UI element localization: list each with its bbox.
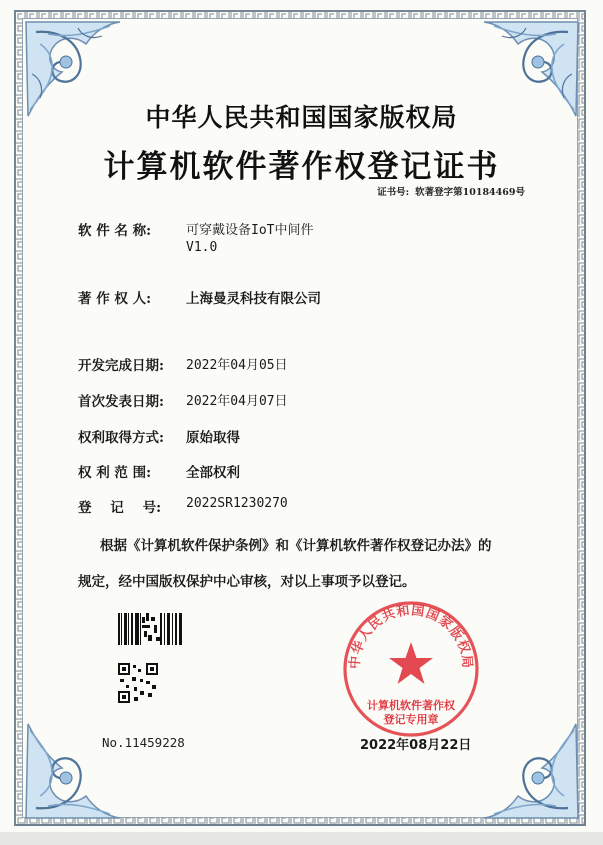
certificate-number-label: 证书号: [377, 187, 410, 198]
field-publication-date [78, 390, 288, 410]
serial-prefix: No. [102, 735, 125, 750]
field-software-name [78, 219, 314, 239]
field-value: 原始取得 [186, 430, 240, 446]
issuing-authority-title: 中华人民共和国国家版权局 [145, 103, 458, 132]
statement-line-2: 规定，经中国版权保护中心审核，对以上事项予以登记。 [78, 574, 416, 590]
seal-line-1: 计算机软件著作权 [367, 699, 455, 712]
issue-date: 2022年08月22日 [360, 738, 472, 753]
field-copyright-owner [78, 287, 321, 307]
field-value: 2022年04月07日 [186, 394, 288, 409]
field-value: 2022SR1230270 [186, 496, 288, 511]
corner-ornament-icon [18, 716, 128, 826]
certificate-number [377, 184, 525, 198]
statement-line-1: 根据《计算机软件保护条例》和《计算机软件著作权登记办法》的 [100, 538, 492, 554]
field-registration-number [78, 496, 288, 516]
field-value: 可穿戴设备IoT中间件 [186, 223, 314, 238]
field-label: 软 件 名 称: [78, 223, 152, 239]
field-label: 权利取得方式: [78, 430, 164, 446]
certificate-serial [102, 735, 185, 750]
field-label: 权 利 范 围: [78, 465, 152, 481]
seal-ring-text: 中华人民共和国国家版权局 [347, 603, 475, 670]
certificate-title: 计算机软件著作权登记证书 [103, 149, 500, 185]
field-value: 上海曼灵科技有限公司 [186, 291, 321, 307]
field-acquisition-method [78, 426, 240, 446]
seal-line-2: 登记专用章 [383, 713, 439, 726]
field-label: 首次发表日期: [78, 394, 164, 410]
field-development-date [78, 354, 288, 374]
field-label: 著 作 权 人: [78, 291, 152, 307]
field-rights-scope [78, 461, 240, 481]
field-label: 开发完成日期: [78, 358, 164, 374]
field-label: 登 记 号: [78, 500, 162, 516]
certificate-number-value: 软著登字第10184469号 [415, 187, 525, 198]
field-value: 全部权利 [186, 465, 240, 481]
software-version: V1.0 [186, 240, 218, 255]
inner-border [22, 18, 578, 818]
barcode-icon [118, 613, 184, 645]
corner-ornament-icon [476, 716, 586, 826]
qr-code-icon [118, 663, 158, 703]
scan-edge-strip [0, 832, 603, 845]
field-value: 2022年04月05日 [186, 358, 288, 373]
serial-number: 11459228 [124, 735, 185, 750]
